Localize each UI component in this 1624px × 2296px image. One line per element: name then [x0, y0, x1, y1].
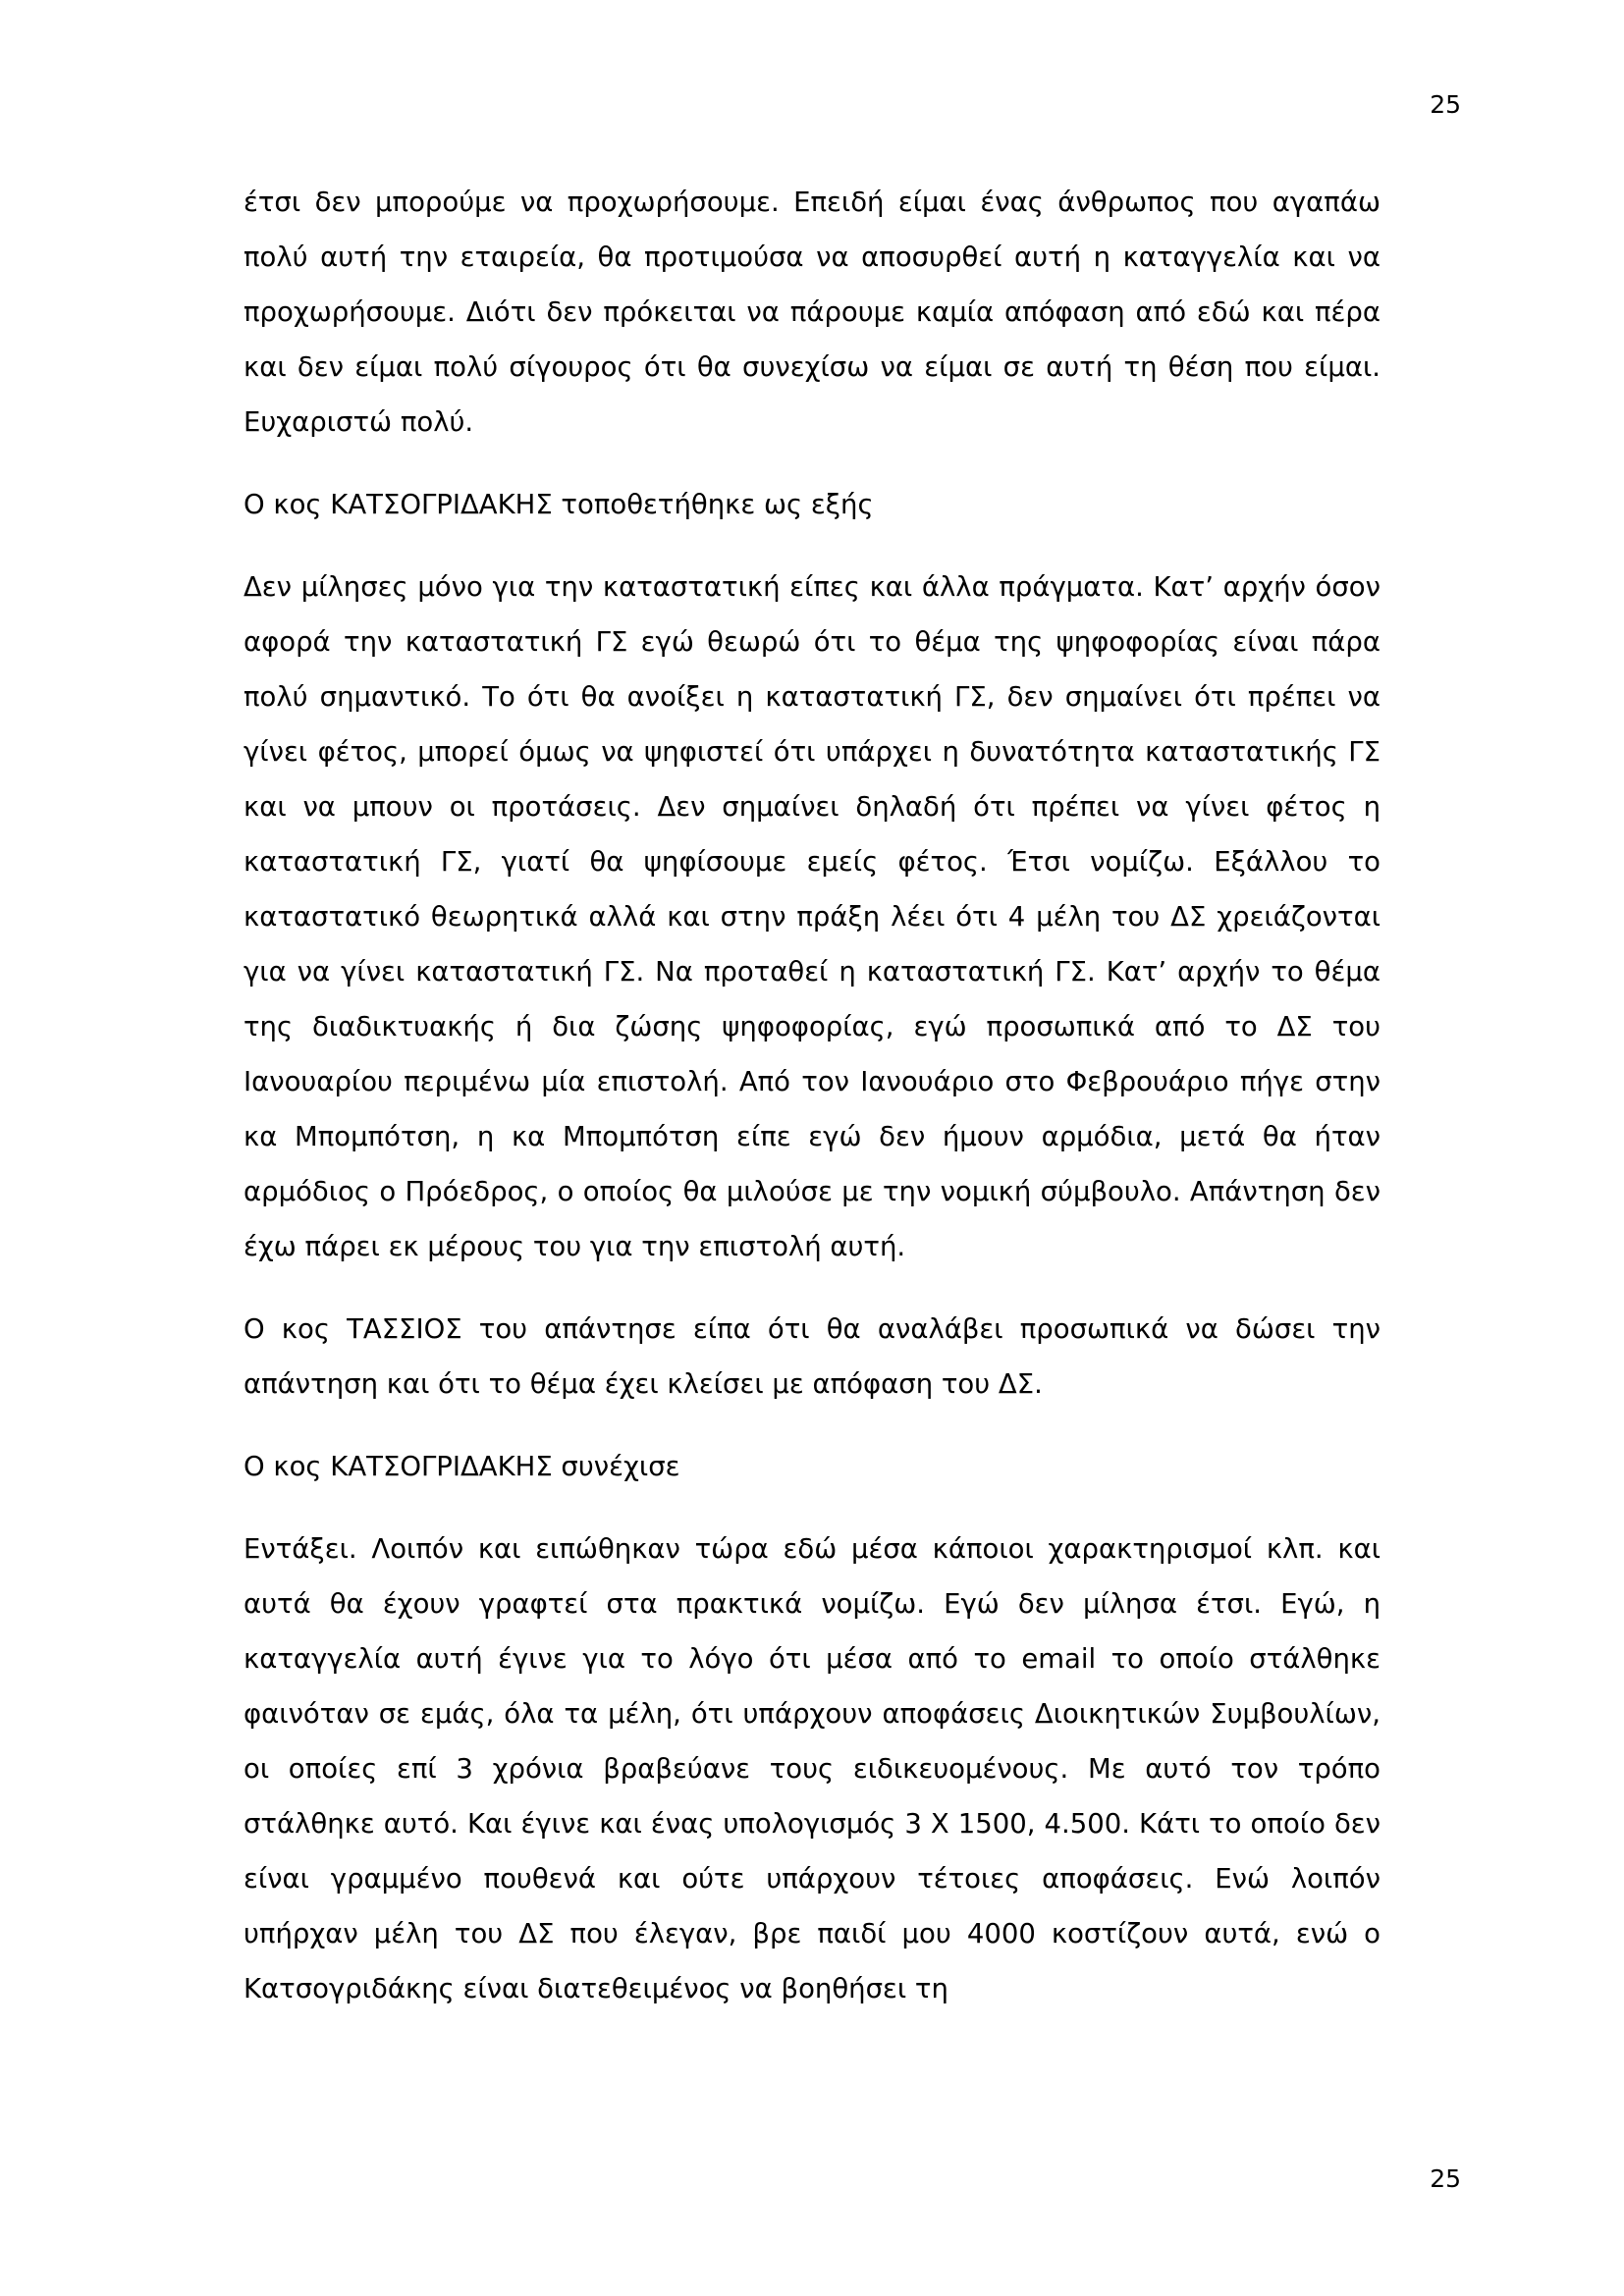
page-number-footer: 25	[1430, 2164, 1461, 2193]
document-body	[244, 175, 1380, 2016]
page-number-header: 25	[1430, 90, 1461, 119]
paragraph-5-speaker-katsogridakis-cont: Ο κος ΚΑΤΣΟΓΡΙΔΑΚΗΣ συνέχισε	[244, 1451, 680, 1482]
paragraph-1: έτσι δεν μπορούμε να προχωρήσουμε. Επειδή είμαι ένας άνθρωπος που αγαπάω πολύ αυτή την εταιρεία, θα προτιμούσα να αποσυρθεί αυτή η καταγγελία και να προχωρήσουμε. Διότι δεν πρόκειται να πάρουμε καμία απόφαση από εδώ και πέρα και δεν είμαι πολύ σίγουρος ότι θα συνεχίσω να είμαι σε αυτή τη θέση που είμαι. Ευχαριστώ πολύ.	[244, 187, 1380, 438]
paragraph-3: Δεν μίλησες μόνο για την καταστατική είπες και άλλα πράγματα. Κατ’ αρχήν όσον αφορά την καταστατική ΓΣ εγώ θεωρώ ότι το θέμα της ψηφοφορίας είναι πάρα πολύ σημαντικό. Το ότι θα ανοίξει η καταστατική ΓΣ, δεν σημαίνει ότι πρέπει να γίνει φέτος, μπορεί όμως να ψηφιστεί ότι υπάρχει η δυνατότητα καταστατικής ΓΣ και να μπουν οι προτάσεις. Δεν σημαίνει δηλαδή ότι πρέπει να γίνει φέτος η καταστατική ΓΣ, γιατί θα ψηφίσουμε εμείς φέτος. Έτσι νομίζω. Εξάλλου το καταστατικό θεωρητικά αλλά και στην πράξη λέει ότι 4 μέλη του ΔΣ χρειάζονται για να γίνει καταστατική ΓΣ. Να προταθεί η καταστατική ΓΣ. Κατ’ αρχήν το θέμα της διαδικτυακής ή δια ζώσης ψηφοφορίας, εγώ προσωπικά από το ΔΣ του Ιανουαρίου περιμένω μία επιστολή. Από τον Ιανουάριο στο Φεβρουάριο πήγε στην κα Μπομπότση, η κα Μπομπότση είπε εγώ δεν ήμουν αρμόδια, μετά θα ήταν αρμόδιος ο Πρόεδρος, ο οποίος θα μιλούσε με την νομική σύμβουλο. Απάντηση δεν έχω πάρει εκ μέρους του για την επιστολή αυτή.	[244, 571, 1380, 1262]
paragraph-2-speaker-katsogridakis: Ο κος ΚΑΤΣΟΓΡΙΔΑΚΗΣ τοποθετήθηκε ως εξής	[244, 489, 874, 520]
paragraph-6: Εντάξει. Λοιπόν και ειπώθηκαν τώρα εδώ μέσα κάποιοι χαρακτηρισμοί κλπ. και αυτά θα έχουν γραφτεί στα πρακτικά νομίζω. Εγώ δεν μίλησα έτσι. Εγώ, η καταγγελία αυτή έγινε για το λόγο ότι μέσα από το email το οποίο στάλθηκε φαινόταν σε εμάς, όλα τα μέλη, ότι υπάρχουν αποφάσεις Διοικητικών Συμβουλίων, οι οποίες επί 3 χρόνια βραβεύανε τους ειδικευομένους. Με αυτό τον τρόπο στάλθηκε αυτό. Και έγινε και ένας υπολογισμός 3 Χ 1500, 4.500. Κάτι το οποίο δεν είναι γραμμένο πουθενά και ούτε υπάρχουν τέτοιες αποφάσεις. Ενώ λοιπόν υπήρχαν μέλη του ΔΣ που έλεγαν, βρε παιδί μου 4000 κοστίζουν αυτά, ενώ ο Κατσογριδάκης είναι διατεθειμένος να βοηθήσει τη	[244, 1533, 1380, 2004]
paragraph-4-speaker-tassios: Ο κος ΤΑΣΣΙΟΣ του απάντησε είπα ότι θα αναλάβει προσωπικά να δώσει την απάντηση και ότι το θέμα έχει κλείσει με απόφαση του ΔΣ.	[244, 1313, 1380, 1400]
